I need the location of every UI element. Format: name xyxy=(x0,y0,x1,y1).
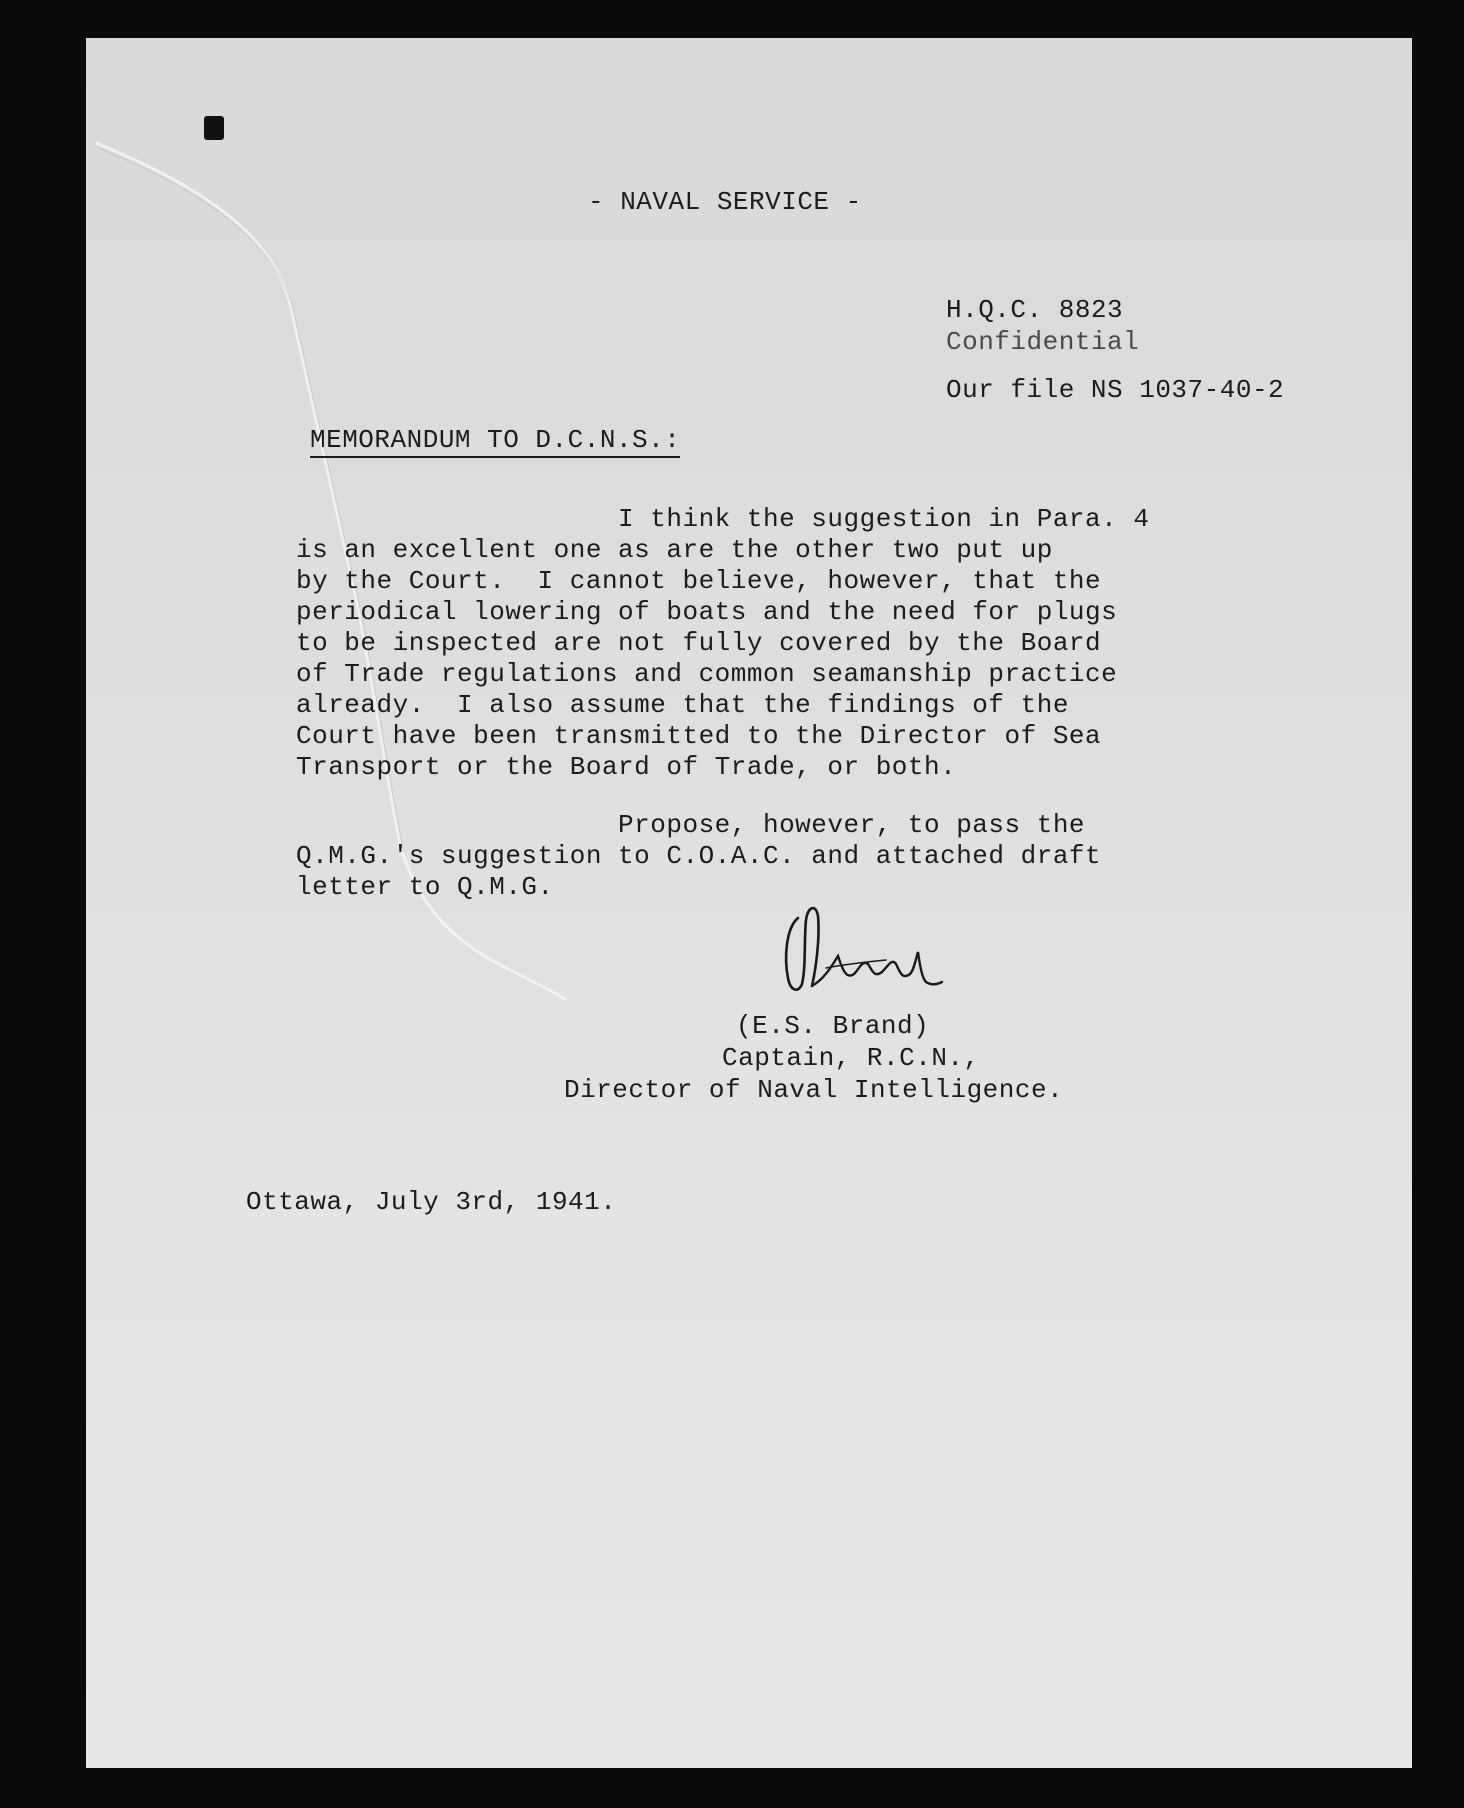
classification-label: Confidential xyxy=(946,327,1140,357)
memo-addressee-text: MEMORANDUM TO D.C.N.S.: xyxy=(310,425,680,458)
paragraph-2-line: letter to Q.M.G. xyxy=(296,872,554,902)
hqc-reference: H.Q.C. 8823 xyxy=(946,295,1124,325)
document-heading: - NAVAL SERVICE - xyxy=(588,187,862,217)
paragraph-1-line: already. I also assume that the findings of the xyxy=(296,690,1069,720)
place-date: Ottawa, July 3rd, 1941. xyxy=(246,1187,617,1217)
paragraph-1 xyxy=(296,504,1149,783)
signer-rank: Captain, R.C.N., xyxy=(722,1043,980,1073)
paragraph-2-line: Propose, however, to pass the xyxy=(296,810,1086,840)
paragraph-1-line: I think the suggestion in Para. 4 xyxy=(296,504,1150,534)
paragraph-1-line: of Trade regulations and common seamanship practice xyxy=(296,659,1118,689)
paper-crease xyxy=(86,38,1412,1768)
paragraph-2 xyxy=(296,810,1101,903)
paragraph-2-line: Q.M.G.'s suggestion to C.O.A.C. and attached draft xyxy=(296,841,1102,871)
file-reference: Our file NS 1037-40-2 xyxy=(946,375,1285,405)
paragraph-1-line: to be inspected are not fully covered by the Board xyxy=(296,628,1102,658)
paragraph-1-line: is an excellent one as are the other two put up xyxy=(296,535,1053,565)
document-page xyxy=(86,38,1412,1768)
punch-mark xyxy=(204,116,224,140)
handwritten-signature xyxy=(776,898,946,1008)
paragraph-1-line: Transport or the Board of Trade, or both. xyxy=(296,752,957,782)
signer-position: Director of Naval Intelligence. xyxy=(564,1075,1064,1105)
signer-name: (E.S. Brand) xyxy=(736,1011,930,1041)
paragraph-1-line: periodical lowering of boats and the need for plugs xyxy=(296,597,1118,627)
paragraph-1-line: Court have been transmitted to the Director of Sea xyxy=(296,721,1102,751)
memo-addressee xyxy=(310,424,680,456)
paragraph-1-line: by the Court. I cannot believe, however, that the xyxy=(296,566,1102,596)
